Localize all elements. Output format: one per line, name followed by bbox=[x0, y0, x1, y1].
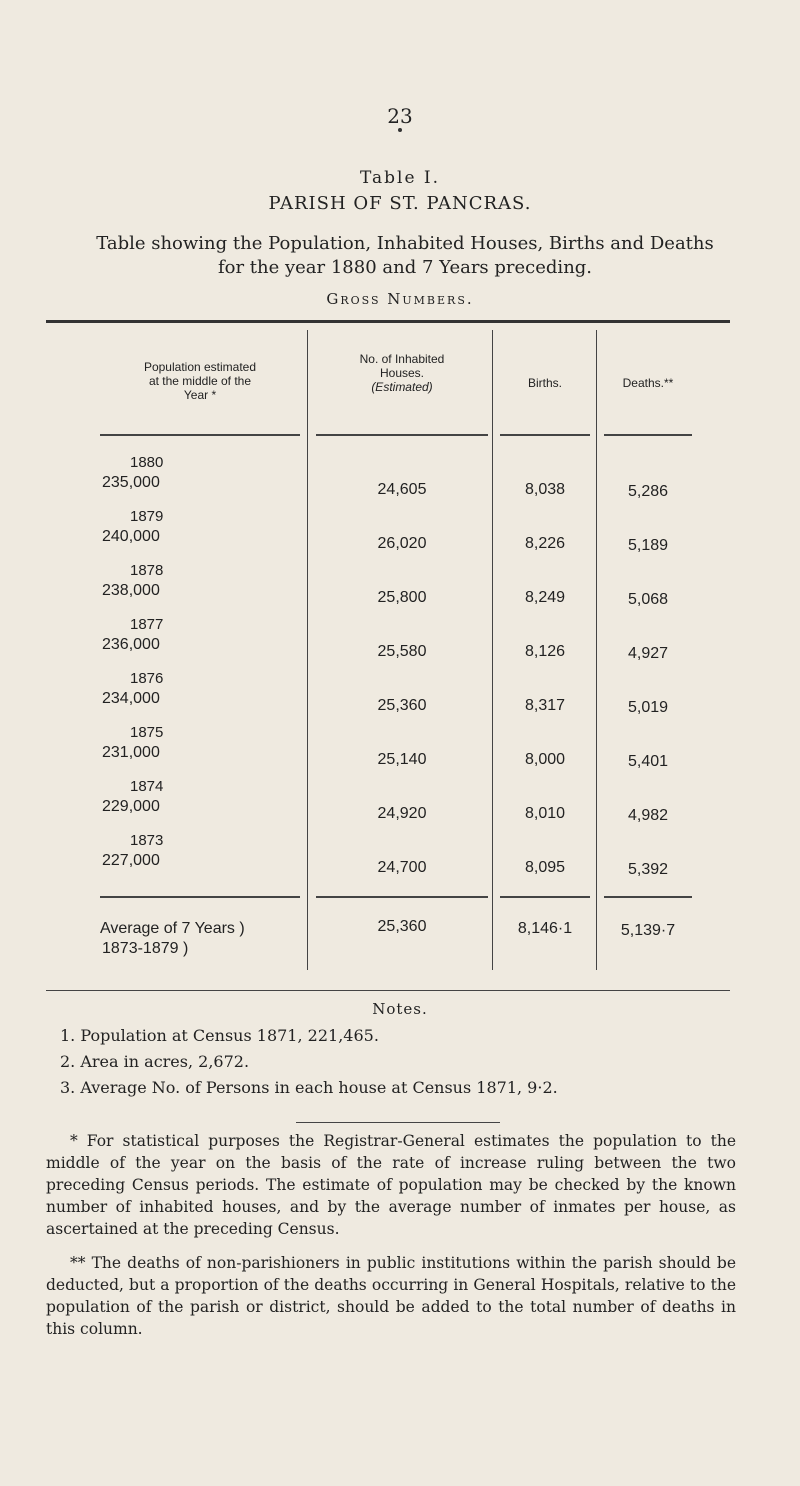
note-item: 3. Average No. of Persons in each house at Census 1871, 9·2. bbox=[60, 1078, 558, 1097]
births-cell: 8,095 bbox=[524, 859, 566, 876]
population-cell: 235,000 bbox=[102, 474, 160, 491]
deaths-cell: 5,401 bbox=[627, 753, 669, 770]
header-underline bbox=[316, 434, 488, 436]
average-period: 1873-1879 ) bbox=[102, 940, 189, 957]
header-underline bbox=[604, 434, 692, 436]
header-births: Births. bbox=[527, 376, 562, 390]
header-underline bbox=[100, 434, 300, 436]
average-label: Average of 7 Years ) bbox=[100, 920, 245, 937]
population-cell: 236,000 bbox=[102, 636, 160, 653]
description-line-1: Table showing the Population, Inhabited Houses, Births and Deaths bbox=[96, 233, 714, 254]
births-cell: 8,317 bbox=[524, 697, 566, 714]
gross-numbers-heading: Gross Numbers. bbox=[326, 290, 474, 308]
average-rule bbox=[500, 896, 590, 898]
header-population-line: Population estimated bbox=[143, 360, 257, 374]
year-cell: 1880 bbox=[130, 454, 164, 471]
header-houses-line: Houses. bbox=[379, 366, 425, 380]
population-cell: 234,000 bbox=[102, 690, 160, 707]
year-cell: 1878 bbox=[130, 562, 164, 579]
average-rule bbox=[316, 896, 488, 898]
header-population bbox=[100, 360, 300, 402]
description-line-2: for the year 1880 and 7 Years preceding. bbox=[217, 257, 593, 278]
population-cell: 238,000 bbox=[102, 582, 160, 599]
births-cell: 8,126 bbox=[524, 643, 566, 660]
average-houses-cell: 25,360 bbox=[377, 918, 427, 935]
houses-cell: 24,700 bbox=[377, 859, 427, 876]
births-cell: 8,249 bbox=[524, 589, 566, 606]
average-rule bbox=[604, 896, 692, 898]
header-underline bbox=[500, 434, 590, 436]
houses-cell: 25,580 bbox=[377, 643, 427, 660]
average-births-cell: 8,146·1 bbox=[517, 920, 573, 937]
year-cell: 1877 bbox=[130, 616, 164, 633]
average-deaths-cell: 5,139·7 bbox=[620, 922, 676, 939]
table-description bbox=[60, 232, 750, 280]
population-cell: 229,000 bbox=[102, 798, 160, 815]
footnote-deaths: ** The deaths of non-parishioners in public institutions within the parish should be deducted, but a proportion of the deaths occurring in General Hospitals, relative to the population of the parish or district, should be added to the total number of deaths in this column. bbox=[46, 1254, 736, 1338]
year-cell: 1873 bbox=[130, 832, 164, 849]
table-top-rule bbox=[46, 320, 730, 323]
parish-title: PARISH OF ST. PANCRAS. bbox=[268, 193, 532, 214]
deaths-cell: 5,068 bbox=[627, 591, 669, 608]
note-item: 1. Population at Census 1871, 221,465. bbox=[60, 1026, 379, 1045]
header-population-line: at the middle of the bbox=[148, 374, 252, 388]
population-cell: 240,000 bbox=[102, 528, 160, 545]
header-houses bbox=[316, 352, 488, 394]
houses-cell: 26,020 bbox=[377, 535, 427, 552]
footnote-estimate: * For statistical purposes the Registrar-General estimates the population to the middle of the year on the basis of the rate of increase ruling between the two preceding Census periods. The estimate of population may be checked by the known number of inhabited houses, and by the average number of inmates per house, as ascertained at the preceding Census. bbox=[46, 1132, 736, 1238]
year-cell: 1879 bbox=[130, 508, 164, 525]
deaths-cell: 5,189 bbox=[627, 537, 669, 554]
births-cell: 8,226 bbox=[524, 535, 566, 552]
header-deaths: Deaths.** bbox=[622, 376, 674, 390]
year-cell: 1876 bbox=[130, 670, 164, 687]
year-cell: 1874 bbox=[130, 778, 164, 795]
population-cell: 231,000 bbox=[102, 744, 160, 761]
column-divider bbox=[596, 330, 597, 970]
deaths-cell: 5,019 bbox=[627, 699, 669, 716]
deaths-cell: 4,982 bbox=[627, 807, 669, 824]
births-cell: 8,000 bbox=[524, 751, 566, 768]
printer-dot bbox=[398, 128, 402, 132]
deaths-cell: 5,286 bbox=[627, 483, 669, 500]
houses-cell: 24,920 bbox=[377, 805, 427, 822]
houses-cell: 24,605 bbox=[377, 481, 427, 498]
column-divider bbox=[492, 330, 493, 970]
deaths-cell: 4,927 bbox=[627, 645, 669, 662]
page-number: 23 bbox=[387, 104, 413, 128]
year-cell: 1875 bbox=[130, 724, 164, 741]
population-cell: 227,000 bbox=[102, 852, 160, 869]
births-cell: 8,038 bbox=[524, 481, 566, 498]
header-houses-line: (Estimated) bbox=[371, 380, 433, 394]
houses-cell: 25,800 bbox=[377, 589, 427, 606]
average-rule bbox=[100, 896, 300, 898]
notes-title: Notes. bbox=[372, 1000, 428, 1018]
table-bottom-rule bbox=[46, 990, 730, 991]
houses-cell: 25,360 bbox=[377, 697, 427, 714]
table-label: Table I. bbox=[359, 168, 441, 188]
note-item: 2. Area in acres, 2,672. bbox=[60, 1052, 250, 1071]
footnote-rule bbox=[296, 1122, 500, 1123]
houses-cell: 25,140 bbox=[377, 751, 427, 768]
deaths-cell: 5,392 bbox=[627, 861, 669, 878]
header-houses-line: No. of Inhabited bbox=[359, 352, 445, 366]
births-cell: 8,010 bbox=[524, 805, 566, 822]
header-population-line: Year * bbox=[183, 388, 217, 402]
column-divider bbox=[307, 330, 308, 970]
